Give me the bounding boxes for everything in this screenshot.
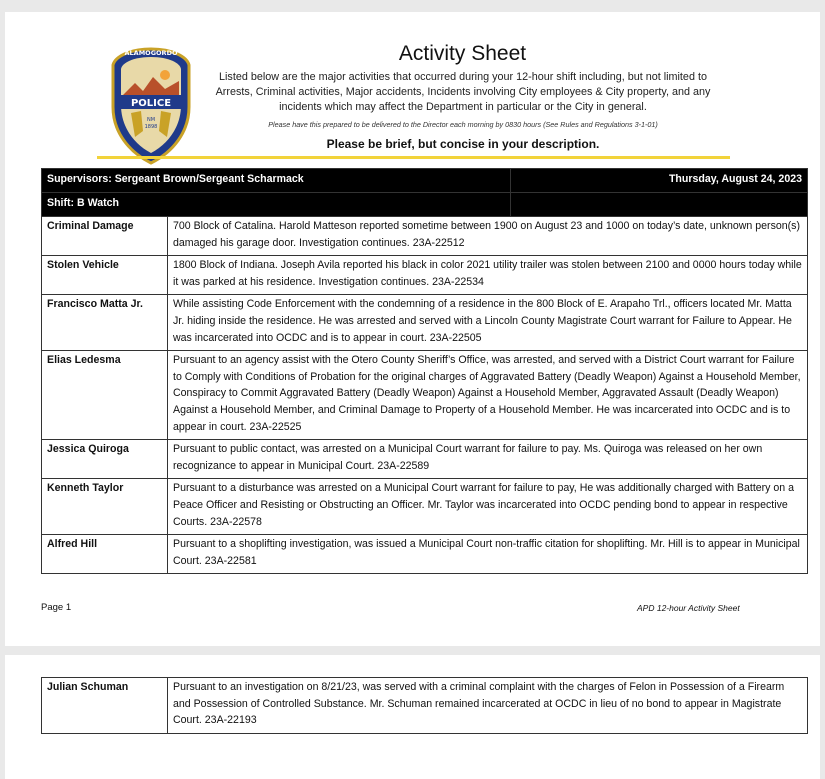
entry-name: Stolen Vehicle [42,256,168,295]
table-header-row [42,169,808,193]
activity-sheet-page-1 [5,12,820,646]
date-cell: Thursday, August 24, 2023 [510,169,807,193]
entry-description: Pursuant to a shoplifting investigation, was issued a Municipal Court non-traffic citation for shoplifting. Mr. Hill is to appear in Municipal Court. 23A-22581 [168,535,808,574]
entry-description: While assisting Code Enforcement with the condemning of a residence in the 800 Block of E. Arapaho Trl., officers located Mr. Matta Jr. hiding inside the residence. He was arrested and served with a Lincoln County Magistrate Court warrant for Failure to Appear. He was incarcerated into OCDC and is to appear in court. 23A-22505 [168,295,808,351]
entry-name: Elias Ledesma [42,351,168,440]
entry-name: Julian Schuman [42,678,168,734]
entry-description: Pursuant to a disturbance was arrested on a Municipal Court warrant for failure to pay, He was additionally charged with Battery on a Peace Officer and Resisting or Obstructing an Officer. Mr. Taylor was incarcerated into OCDC pending bond to appear in respective Courts. 23A-22578 [168,479,808,535]
page-number: Page 1 [41,602,72,613]
entry-name: Alfred Hill [42,535,168,574]
activity-table-continued [41,677,808,734]
table-row [42,479,808,535]
brief-instruction: Please be brief, but concise in your description. [326,137,600,151]
entry-description: Pursuant to an investigation on 8/21/23, was served with a criminal complaint with the charges of Felon in Possession of a Firearm and Possession of Controlled Substance. Mr. Schuman remained incarcerated at OCDC in lieu of no bond to appear in Magistrate Court. 23A-22193 [168,678,808,734]
entry-name: Jessica Quiroga [42,440,168,479]
intro-text: Listed below are the major activities that occurred during your 12-hour shift including, but not limited to Arrests, Criminal activities, Major accidents, Incidents involving City employees & City property, and any incidents which may affect the Department in particular or the City in general. [215,71,711,113]
supervisors-cell: Supervisors: Sergeant Brown/Sergeant Scharmack [42,169,511,193]
entry-description: 1800 Block of Indiana. Joseph Avila reported his black in color 2021 utility trailer was stolen between 2100 and 0000 hours today while it was parked at his residence. Investigation continues. 23A-22534 [168,256,808,295]
entry-description: Pursuant to an agency assist with the Otero County Sheriff’s Office, was arrested, and served with a District Court warrant for Failure to Comply with Conditions of Probation for the original charges of Aggravated Battery (Deadly Weapon) Against a Household Member, Conspiracy to Commit Aggravated Battery (Deadly Weapon) Against a Household Member, Aggravated Assault (Deadly Weapon) Against a Household Member, and Criminal Damage to Property of a Household Member. He was incarcerated into OCDC and is to appear in court. 23A-22525 [168,351,808,440]
table-row [42,256,808,295]
activity-sheet-page-2 [5,655,820,779]
shift-empty-cell [510,193,807,217]
table-row [42,440,808,479]
svg-text:NM: NM [146,117,156,123]
delivery-note: Please have this prepared to be delivered to the Director each morning by 0830 hours (See Rules and Regulations 3-1-01) [268,120,658,129]
shift-row [42,193,808,217]
police-badge-logo [109,47,193,165]
table-row [42,351,808,440]
activity-table [41,168,808,574]
table-row [42,217,808,256]
entry-name: Criminal Damage [42,217,168,256]
svg-text:POLICE: POLICE [130,98,172,109]
table-row [42,678,808,734]
table-row [42,295,808,351]
shift-cell: Shift: B Watch [42,193,511,217]
svg-text:ALAMOGORDO: ALAMOGORDO [124,49,178,57]
entry-name: Kenneth Taylor [42,479,168,535]
entry-name: Francisco Matta Jr. [42,295,168,351]
table-row [42,535,808,574]
entry-description: Pursuant to public contact, was arrested on a Municipal Court warrant for failure to pay. Ms. Quiroga was released on her own recognizance to appear in Municipal Court. 23A-22589 [168,440,808,479]
page-title: Activity Sheet [398,42,527,65]
header-divider [97,156,730,159]
document-name: APD 12-hour Activity Sheet [637,603,740,613]
svg-text:1898: 1898 [144,124,158,130]
entry-description: 700 Block of Catalina. Harold Matteson reported sometime between 1900 on August 23 and 1000 on today’s date, unknown person(s) damaged his garage door. Investigation continues. 23A-22512 [168,217,808,256]
